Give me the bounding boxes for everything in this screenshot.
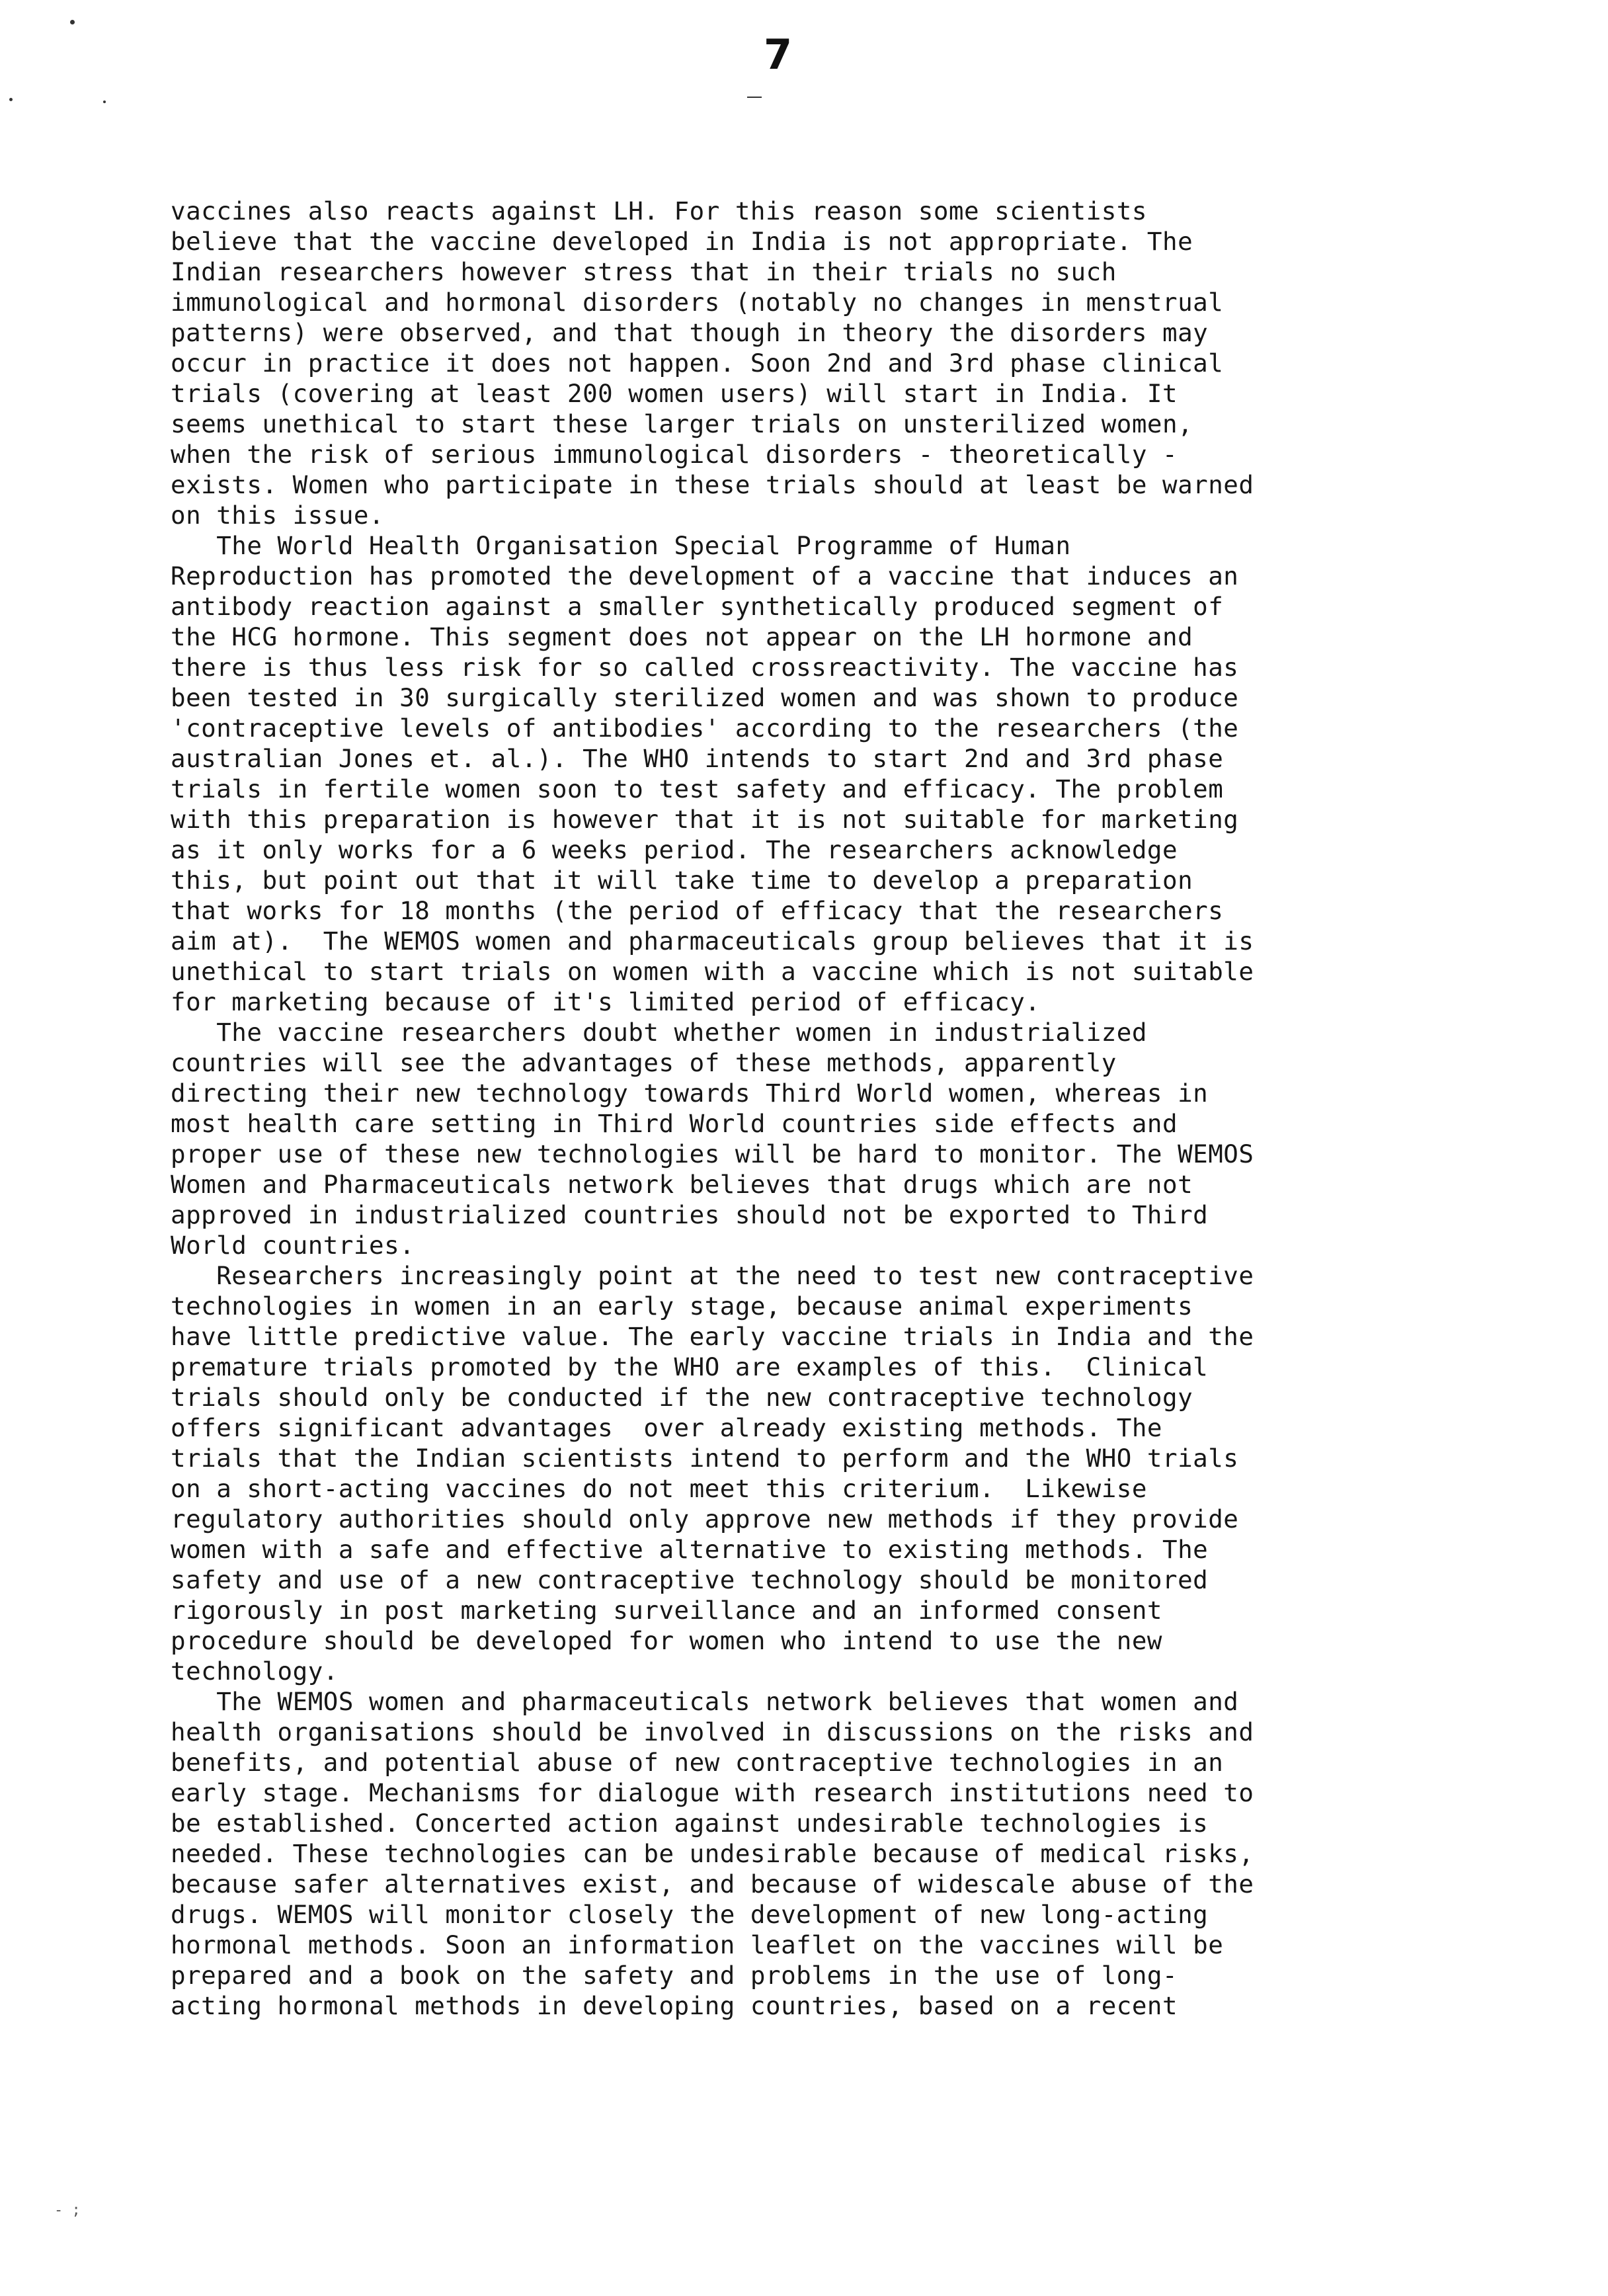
scan-speck (103, 101, 106, 103)
scan-speck (9, 98, 13, 101)
text-line: most health care setting in Third World countries side effects and (171, 1109, 1178, 1138)
text-line: early stage. Mechanisms for dialogue with research institutions need to (171, 1778, 1254, 1807)
text-line: been tested in 30 surgically sterilized women and was shown to produce (171, 683, 1239, 712)
text-line: drugs. WEMOS will monitor closely the development of new long-acting (171, 1900, 1209, 1929)
text-line: offers significant advantages over already existing methods. The (171, 1413, 1162, 1442)
text-line: acting hormonal methods in developing countries, based on a recent (171, 1991, 1178, 2020)
text-line: regulatory authorities should only approve new methods if they provide (171, 1504, 1239, 1534)
scan-speck (747, 97, 762, 98)
text-line: occur in practice it does not happen. Soon 2nd and 3rd phase clinical (171, 348, 1224, 378)
text-line: patterns) were observed, and that though in theory the disorders may (171, 318, 1209, 347)
text-line: this, but point out that it will take time to develop a preparation (171, 866, 1193, 895)
text-line: World countries. (171, 1231, 415, 1260)
scan-speck (70, 20, 75, 24)
text-line: unethical to start trials on women with a vaccine which is not suitable (171, 957, 1254, 986)
text-line: as it only works for a 6 weeks period. The researchers acknowledge (171, 835, 1178, 864)
text-line: health organisations should be involved in discussions on the risks and (171, 1717, 1254, 1746)
text-line: trials (covering at least 200 women users) will start in India. It (171, 379, 1178, 408)
text-line: with this preparation is however that it is not suitable for marketing (171, 805, 1239, 834)
scan-footer-mark: - ; (54, 2202, 81, 2219)
text-line: premature trials promoted by the WHO are examples of this. Clinical (171, 1352, 1209, 1381)
paragraph (171, 196, 1519, 530)
text-line: proper use of these new technologies will be hard to monitor. The WEMOS (171, 1139, 1254, 1168)
text-line: trials that the Indian scientists intend to perform and the WHO trials (171, 1444, 1239, 1473)
text-line: when the risk of serious immunological disorders - theoretically - (171, 440, 1178, 469)
text-line: countries will see the advantages of these methods, apparently (171, 1048, 1117, 1077)
text-line: procedure should be developed for women who intend to use the new (171, 1626, 1162, 1655)
text-line: australian Jones et. al.). The WHO intends to start 2nd and 3rd phase (171, 744, 1224, 773)
text-line: trials in fertile women soon to test safety and efficacy. The problem (171, 774, 1224, 803)
text-line: the HCG hormone. This segment does not appear on the LH hormone and (171, 622, 1193, 651)
text-line: be established. Concerted action against undesirable technologies is (171, 1809, 1209, 1838)
text-line: 'contraceptive levels of antibodies' according to the researchers (the (171, 714, 1239, 743)
text-line: on a short-acting vaccines do not meet this criterium. Likewise (171, 1474, 1147, 1503)
text-line: trials should only be conducted if the new contraceptive technology (171, 1383, 1193, 1412)
text-line: safety and use of a new contraceptive technology should be monitored (171, 1565, 1209, 1594)
text-line: directing their new technology towards Third World women, whereas in (171, 1079, 1209, 1108)
text-line: needed. These technologies can be undesirable because of medical risks, (171, 1839, 1254, 1868)
text-line: aim at). The WEMOS women and pharmaceuticals group believes that it is (171, 926, 1254, 956)
text-line: technology. (171, 1657, 339, 1686)
text-line: believe that the vaccine developed in India is not appropriate. The (171, 227, 1193, 256)
text-line: Indian researchers however stress that in their trials no such (171, 257, 1117, 286)
paragraph (171, 1686, 1519, 2021)
text-line: because safer alternatives exist, and because of widescale abuse of the (171, 1869, 1254, 1899)
text-line: vaccines also reacts against LH. For this reason some scientists (171, 196, 1147, 226)
page-number: 7 (764, 30, 793, 79)
text-line: on this issue. (171, 501, 385, 530)
text-line: benefits, and potential abuse of new contraceptive technologies in an (171, 1748, 1224, 1777)
paragraph (171, 1260, 1519, 1686)
text-line: immunological and hormonal disorders (notably no changes in menstrual (171, 288, 1224, 317)
text-line: rigorously in post marketing surveillance and an informed consent (171, 1596, 1162, 1625)
text-line: Researchers increasingly point at the need to test new contraceptive (171, 1261, 1254, 1290)
text-line: Reproduction has promoted the development of a vaccine that induces an (171, 561, 1239, 591)
text-line: for marketing because of it's limited period of efficacy. (171, 987, 1041, 1016)
document-body (171, 196, 1519, 2021)
text-line: Women and Pharmaceuticals network believes that drugs which are not (171, 1170, 1193, 1199)
text-line: approved in industrialized countries should not be exported to Third (171, 1200, 1209, 1229)
text-line: The World Health Organisation Special Programme of Human (171, 531, 1071, 560)
text-line: that works for 18 months (the period of efficacy that the researchers (171, 896, 1224, 925)
text-line: technologies in women in an early stage, because animal experiments (171, 1292, 1193, 1321)
text-line: exists. Women who participate in these trials should at least be warned (171, 470, 1254, 499)
text-line: hormonal methods. Soon an information leaflet on the vaccines will be (171, 1930, 1224, 1959)
text-line: there is thus less risk for so called crossreactivity. The vaccine has (171, 653, 1239, 682)
paragraph (171, 1017, 1519, 1260)
text-line: antibody reaction against a smaller synthetically produced segment of (171, 592, 1224, 621)
text-line: The WEMOS women and pharmaceuticals network believes that women and (171, 1687, 1239, 1716)
text-line: seems unethical to start these larger trials on unsterilized women, (171, 409, 1193, 438)
text-line: prepared and a book on the safety and problems in the use of long- (171, 1961, 1178, 1990)
paragraph (171, 530, 1519, 1017)
text-line: have little predictive value. The early vaccine trials in India and the (171, 1322, 1254, 1351)
text-line: The vaccine researchers doubt whether women in industrialized (171, 1018, 1147, 1047)
text-line: women with a safe and effective alternative to existing methods. The (171, 1535, 1209, 1564)
